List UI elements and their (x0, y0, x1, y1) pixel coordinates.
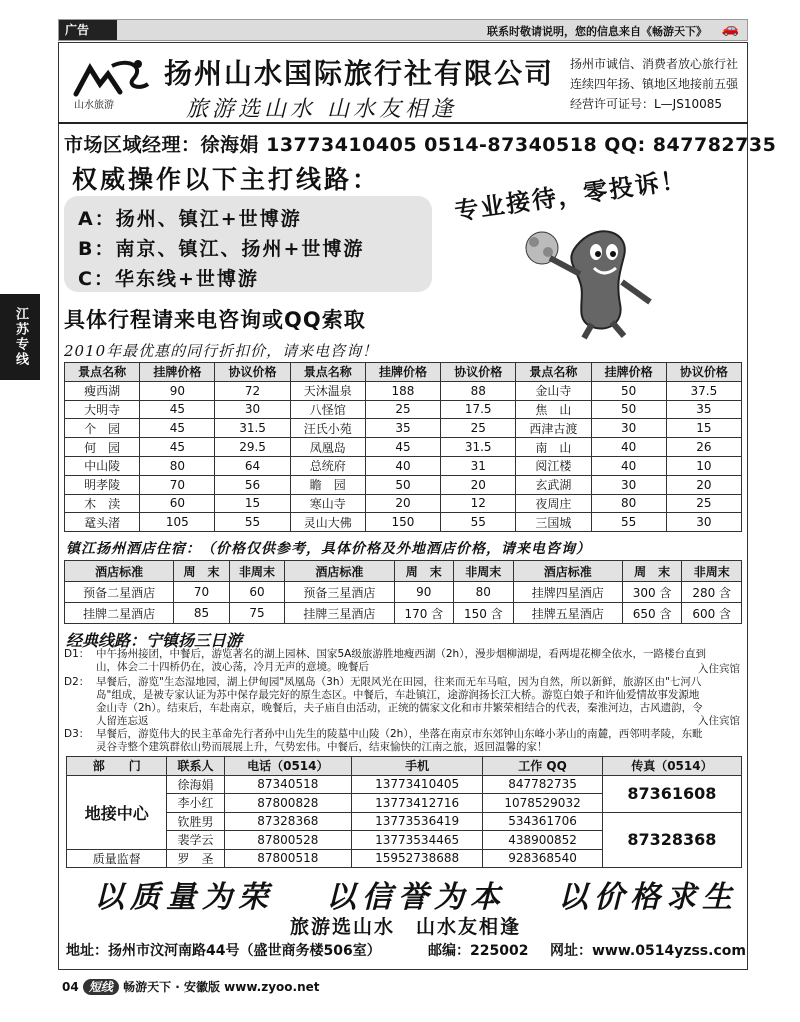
side-tab: 江苏专线 (0, 294, 40, 380)
table-cell: 20 (441, 475, 516, 494)
table-cell: 87800518 (224, 849, 351, 868)
table-cell: 挂牌四星酒店 (513, 582, 622, 603)
table-cell: 三国城 (516, 513, 591, 532)
table-row (65, 381, 742, 400)
table-cell: 寒山寺 (290, 494, 365, 513)
table-cell: 50 (365, 475, 440, 494)
company-name: 扬州山水国际旅行社有限公司 (164, 57, 555, 90)
table-cell: 45 (140, 438, 215, 457)
table-cell: 13773412716 (351, 794, 482, 813)
table-cell: 灵山大佛 (290, 513, 365, 532)
day-text: 中午扬州接团，中餐后，游览著名的湖上园林、国家5A级旅游胜地瘦西湖（2h），漫步烟柳湖堤，看两堤花柳全依水，一路楼台直到山，体会二十四桥仍在，波心荡，冷月无声的意境。晚餐后 (96, 648, 706, 673)
table-cell: 15952738688 (351, 849, 482, 868)
table-cell: 南 山 (516, 438, 591, 457)
table-cell: 夜周庄 (516, 494, 591, 513)
table-cell: 31.5 (215, 419, 290, 438)
table-cell: 72 (215, 381, 290, 400)
table-cell: 天沐温泉 (290, 381, 365, 400)
table-cell: 阅江楼 (516, 456, 591, 475)
day-stay: 入住宾馆 (698, 663, 740, 675)
table-cell: 75 (229, 603, 284, 624)
table-cell: 29.5 (215, 438, 290, 457)
header-credentials (570, 54, 738, 114)
table-cell: 木 渎 (65, 494, 140, 513)
table-cell: 31.5 (441, 438, 516, 457)
table-cell: 瞻 园 (290, 475, 365, 494)
column-header: 传真（0514） (602, 757, 741, 776)
section-badge: 短线 (83, 979, 119, 995)
table-cell: 20 (365, 494, 440, 513)
department-cell: 地接中心 (67, 775, 167, 849)
table-cell: 87800528 (224, 831, 351, 850)
table-cell: 80 (454, 582, 514, 603)
table-cell: 600 含 (682, 603, 742, 624)
table-cell: 瘦西湖 (65, 381, 140, 400)
table-cell: 80 (140, 456, 215, 475)
table-cell: 罗 圣 (167, 849, 224, 868)
column-header: 协议价格 (215, 363, 290, 382)
table-cell: 35 (365, 419, 440, 438)
table-cell: 60 (140, 494, 215, 513)
table-row (67, 812, 742, 831)
company-header (58, 42, 748, 124)
column-header: 景点名称 (65, 363, 140, 382)
hotel-table (64, 560, 742, 624)
ad-tag: 广告 (59, 20, 117, 40)
table-cell: 847782735 (483, 775, 603, 794)
table-cell: 64 (215, 456, 290, 475)
table-cell: 汪氏小苑 (290, 419, 365, 438)
routes-box (64, 196, 432, 292)
table-cell: 质量监督 (67, 849, 167, 868)
table-row (65, 475, 742, 494)
table-cell: 534361706 (483, 812, 603, 831)
discount-note: 2010年最优惠的同行折扣价，请来电咨询！ (64, 342, 379, 360)
day-label: D3： (64, 728, 90, 740)
table-cell: 大明寺 (65, 400, 140, 419)
table-cell: 40 (365, 456, 440, 475)
hotel-rows (65, 582, 742, 624)
table-cell: 10 (666, 456, 741, 475)
table-cell: 45 (140, 419, 215, 438)
column-header: 酒店标准 (513, 561, 622, 582)
column-header: 手机 (351, 757, 482, 776)
table-cell: 438900852 (483, 831, 603, 850)
column-header: 工作 QQ (483, 757, 603, 776)
pro-slogan: 专业接待，零投诉！ (452, 165, 689, 226)
table-cell: 90 (140, 381, 215, 400)
header-slogan: 旅游选山水 山水友相逢 (186, 97, 457, 122)
table-header-row (67, 757, 742, 776)
slogan-quality: 以质量为荣 (94, 880, 274, 915)
top-bar (58, 19, 748, 41)
table-cell: 12 (441, 494, 516, 513)
table-cell: 西津古渡 (516, 419, 591, 438)
column-header: 周 末 (174, 561, 229, 582)
manager-contact: 市场区域经理：徐海娟 13773410405 0514-87340518 QQ: 847782735 (64, 134, 777, 156)
table-cell: 35 (666, 400, 741, 419)
column-header: 酒店标准 (65, 561, 174, 582)
credential-line: 连续四年扬、镇地区地接前五强 (570, 77, 739, 91)
column-header: 挂牌价格 (365, 363, 440, 382)
credential-line: 扬州市诚信、消费者放心旅行社 (570, 57, 739, 71)
table-cell: 13773534465 (351, 831, 482, 850)
table-cell: 85 (174, 603, 229, 624)
column-header: 协议价格 (666, 363, 741, 382)
car-icon: 🚗 (721, 21, 739, 37)
fax-cell: 87328368 (602, 812, 741, 868)
logo-text: 山水旅游 (74, 100, 114, 111)
table-cell: 87340518 (224, 775, 351, 794)
table-cell: 90 (394, 582, 454, 603)
table-cell: 40 (591, 438, 666, 457)
table-cell: 金山寺 (516, 381, 591, 400)
day-stay: 入住宾馆 (698, 715, 740, 727)
slogan-reputation: 以信誉为本 (326, 880, 506, 915)
table-cell: 45 (140, 400, 215, 419)
table-cell: 80 (591, 494, 666, 513)
table-cell: 37.5 (666, 381, 741, 400)
column-header: 挂牌价格 (591, 363, 666, 382)
column-header: 挂牌价格 (140, 363, 215, 382)
table-cell: 挂牌五星酒店 (513, 603, 622, 624)
table-cell: 30 (666, 513, 741, 532)
table-cell: 17.5 (441, 400, 516, 419)
postcode: 邮编：225002 (428, 943, 529, 959)
table-row (65, 456, 742, 475)
quality-slogans (64, 872, 742, 938)
table-cell: 李小红 (167, 794, 224, 813)
table-cell: 55 (441, 513, 516, 532)
table-cell: 13773536419 (351, 812, 482, 831)
route-item: A：扬州、镇江+世博游 (78, 208, 302, 230)
table-cell: 25 (365, 400, 440, 419)
credential-line: 经营许可证号：L—JS10085 (570, 97, 723, 111)
table-cell: 25 (441, 419, 516, 438)
table-cell: 55 (215, 513, 290, 532)
table-cell: 56 (215, 475, 290, 494)
table-cell: 87328368 (224, 812, 351, 831)
table-cell: 40 (591, 456, 666, 475)
table-cell: 1078529032 (483, 794, 603, 813)
table-cell: 30 (215, 400, 290, 419)
table-cell: 50 (591, 400, 666, 419)
detail-note: 具体行程请来电咨询或QQ索取 (64, 308, 366, 332)
itinerary-day (64, 676, 740, 728)
day-label: D1： (64, 648, 90, 660)
table-cell: 鼋头渚 (65, 513, 140, 532)
table-cell: 60 (229, 582, 284, 603)
table-cell: 13773410405 (351, 775, 482, 794)
table-cell: 50 (591, 381, 666, 400)
table-cell: 中山陵 (65, 456, 140, 475)
table-cell: 15 (666, 419, 741, 438)
table-cell: 928368540 (483, 849, 603, 868)
table-cell: 88 (441, 381, 516, 400)
day-text: 早餐后，游览"生态湿地园，湖上伊甸园"凤凰岛（3h）无限风光在田园，往来而无车马喧，因为自然，所以新鲜，旅游区由"七河八岛"组成，是被专家认证为苏中保存最完好的原生态区。中餐后，车赴镇江，途游润扬长江大桥。游览白娘子和许仙爱情故事发源地金山寺（2h）。结束后，车赴南京，晚餐后，夫子庙自由活动，正统的儒家文化和市井繁荣相结合的代表，秦淮河边，古风遗韵，令人留连忘返 (96, 676, 703, 727)
table-cell: 个 园 (65, 419, 140, 438)
website-link[interactable]: 网址：www.0514yzss.com (550, 943, 746, 959)
table-row (65, 494, 742, 513)
column-header: 部 门 (67, 757, 167, 776)
table-cell: 25 (666, 494, 741, 513)
table-header-row (65, 561, 742, 582)
address: 地址：扬州市汶河南路44号（盛世商务楼506室） (66, 943, 381, 959)
route-item: B：南京、镇江、扬州+世博游 (78, 238, 365, 260)
table-cell: 30 (591, 419, 666, 438)
column-header: 景点名称 (290, 363, 365, 382)
table-cell: 70 (140, 475, 215, 494)
table-cell: 31 (441, 456, 516, 475)
table-cell: 预备三星酒店 (285, 582, 394, 603)
table-cell: 45 (365, 438, 440, 457)
table-cell: 300 含 (622, 582, 682, 603)
itinerary-day (64, 648, 740, 676)
day-label: D2： (64, 676, 90, 688)
column-header: 景点名称 (516, 363, 591, 382)
fax-cell: 87361608 (602, 775, 741, 812)
table-cell: 明孝陵 (65, 475, 140, 494)
table-cell: 预备二星酒店 (65, 582, 174, 603)
page-footer (62, 978, 320, 995)
footer-text: 畅游天下 · 安徽版 www.zyoo.net (123, 980, 320, 994)
table-cell: 20 (666, 475, 741, 494)
table-cell: 钦胜男 (167, 812, 224, 831)
slogan-price: 以价格求生 (558, 880, 738, 915)
table-cell: 170 含 (394, 603, 454, 624)
table-cell: 挂牌二星酒店 (65, 603, 174, 624)
table-cell: 裴学云 (167, 831, 224, 850)
column-header: 酒店标准 (285, 561, 394, 582)
column-header: 协议价格 (441, 363, 516, 382)
table-row (65, 513, 742, 532)
classic-route-title: 经典线路：宁镇扬三日游 (66, 631, 243, 650)
table-cell: 105 (140, 513, 215, 532)
table-cell: 55 (591, 513, 666, 532)
table-row (65, 400, 742, 419)
bottom-slogan: 旅游选山水 山水友相逢 (290, 916, 522, 938)
table-cell: 87800828 (224, 794, 351, 813)
column-header: 周 末 (394, 561, 454, 582)
column-header: 非周末 (682, 561, 742, 582)
contact-note: 联系时敬请说明，您的信息来自《畅游天下》 (487, 25, 707, 38)
column-header: 非周末 (229, 561, 284, 582)
table-cell: 玄武湖 (516, 475, 591, 494)
route-item: C：华东线+世博游 (78, 268, 259, 290)
column-header: 非周末 (454, 561, 514, 582)
table-cell: 30 (591, 475, 666, 494)
table-cell: 150 含 (454, 603, 514, 624)
column-header: 电话（0514） (224, 757, 351, 776)
table-row (65, 438, 742, 457)
table-row (65, 419, 742, 438)
table-cell: 挂牌三星酒店 (285, 603, 394, 624)
mascot-icon (520, 222, 660, 340)
price-table (64, 362, 742, 532)
table-row (65, 603, 742, 624)
table-header-row (65, 363, 742, 382)
table-cell: 650 含 (622, 603, 682, 624)
table-row (65, 582, 742, 603)
table-cell: 280 含 (682, 582, 742, 603)
table-cell: 70 (174, 582, 229, 603)
table-cell: 26 (666, 438, 741, 457)
table-cell: 总统府 (290, 456, 365, 475)
hotel-title: 镇江扬州酒店住宿：（价格仅供参考，具体价格及外地酒店价格，请来电咨询） (66, 541, 591, 557)
table-cell: 凤凰岛 (290, 438, 365, 457)
table-cell: 徐海娟 (167, 775, 224, 794)
table-cell: 焦 山 (516, 400, 591, 419)
table-cell: 15 (215, 494, 290, 513)
contact-table (66, 756, 742, 868)
column-header: 联系人 (167, 757, 224, 776)
table-cell: 何 园 (65, 438, 140, 457)
table-cell: 八怪馆 (290, 400, 365, 419)
table-row (67, 775, 742, 794)
table-cell: 150 (365, 513, 440, 532)
page-number: 04 (62, 980, 79, 994)
day-text: 早餐后，游览伟大的民主革命先行者孙中山先生的陵墓中山陵（2h），坐落在南京市东郊钟山东峰小茅山的南麓，西邻明孝陵，东毗灵谷寺整个建筑群依山势而展展上升，气势宏伟。中餐后，结束愉快的江南之旅，返回温馨的家！ (96, 728, 703, 753)
itinerary-day (64, 728, 740, 754)
column-header: 周 末 (622, 561, 682, 582)
routes-title: 权威操作以下主打线路： (72, 165, 381, 194)
price-rows (65, 381, 742, 531)
table-cell: 188 (365, 381, 440, 400)
